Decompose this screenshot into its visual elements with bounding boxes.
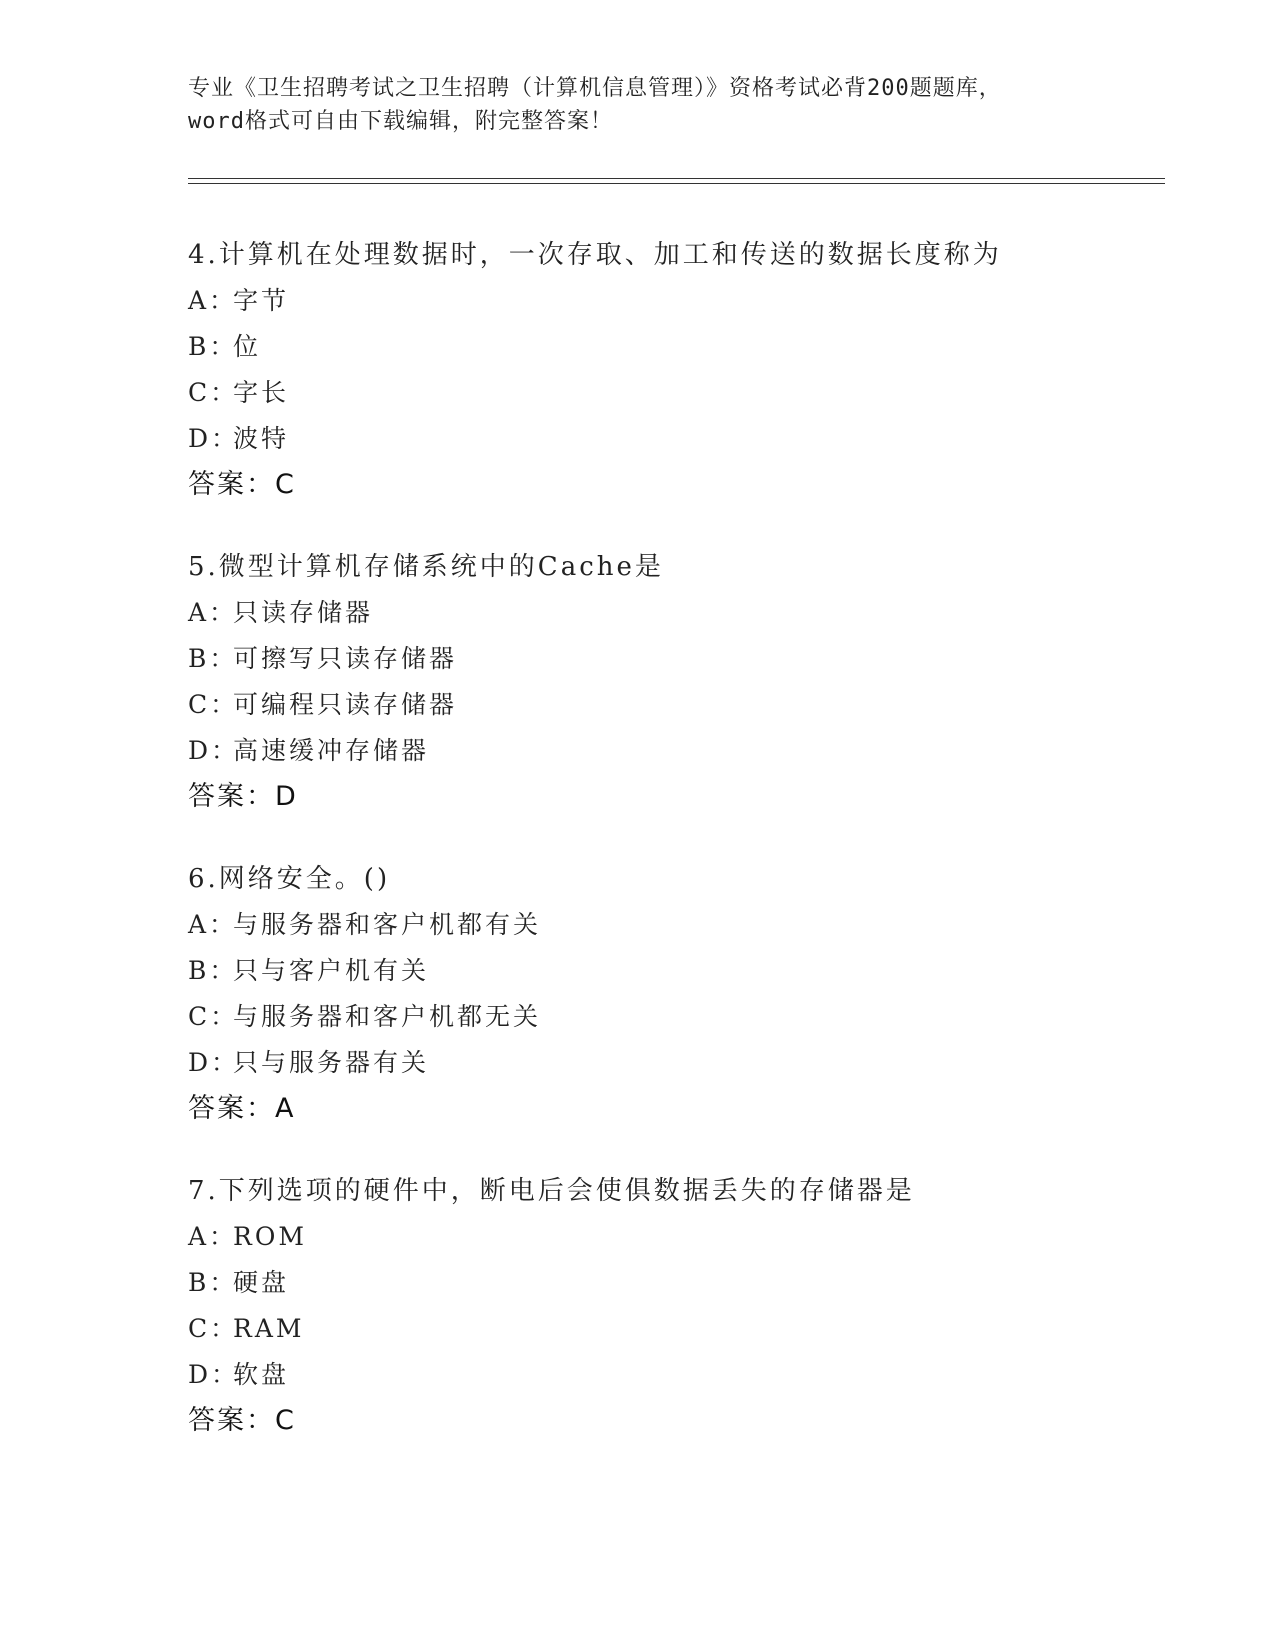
option-a — [188, 278, 1168, 324]
header-divider-top — [188, 178, 1165, 179]
option-letter: B： — [188, 1268, 238, 1297]
option-text: RAM — [233, 1314, 305, 1343]
header-line-2: word格式可自由下载编辑，附完整答案！ — [188, 109, 613, 134]
option-a — [188, 902, 1168, 948]
option-text: 字长 — [233, 378, 290, 407]
document-header — [188, 72, 1088, 138]
question-stem: 4.计算机在处理数据时，一次存取、加工和传送的数据长度称为 — [188, 240, 1002, 270]
question-stem: 7.下列选项的硬件中，断电后会使俱数据丢失的存储器是 — [188, 1176, 915, 1206]
option-b — [188, 324, 1168, 370]
option-text: 波特 — [233, 424, 290, 453]
option-text: 只读存储器 — [233, 598, 374, 627]
question-list — [188, 232, 1168, 1480]
answer-line: 答案：C — [188, 469, 296, 500]
question-4 — [188, 232, 1168, 508]
option-b — [188, 1260, 1168, 1306]
option-text: 软盘 — [233, 1360, 290, 1389]
option-d — [188, 1352, 1168, 1398]
option-d — [188, 1040, 1168, 1086]
option-text: 只与服务器有关 — [233, 1048, 430, 1077]
option-b — [188, 636, 1168, 682]
header-divider-bottom — [188, 183, 1165, 184]
option-text: 可擦写只读存储器 — [233, 644, 458, 673]
option-text: 硬盘 — [233, 1268, 290, 1297]
option-letter: A： — [188, 598, 238, 627]
option-text: 高速缓冲存储器 — [233, 736, 430, 765]
option-letter: C： — [188, 378, 239, 407]
answer-line: 答案：A — [188, 1093, 296, 1124]
option-letter: D： — [188, 736, 240, 765]
answer-line: 答案：C — [188, 1405, 296, 1436]
option-text: 位 — [233, 332, 262, 361]
option-d — [188, 728, 1168, 774]
option-letter: A： — [188, 286, 238, 315]
question-stem: 5.微型计算机存储系统中的Cache是 — [188, 552, 664, 582]
option-text: 字节 — [233, 286, 290, 315]
option-d — [188, 416, 1168, 462]
option-letter: C： — [188, 1002, 239, 1031]
question-6 — [188, 856, 1168, 1132]
option-letter: C： — [188, 1314, 239, 1343]
option-text: 只与客户机有关 — [233, 956, 430, 985]
option-a — [188, 590, 1168, 636]
option-text: 与服务器和客户机都有关 — [233, 910, 542, 939]
option-text: ROM — [233, 1222, 307, 1251]
option-text: 可编程只读存储器 — [233, 690, 458, 719]
question-stem: 6.网络安全。() — [188, 864, 391, 894]
option-c — [188, 994, 1168, 1040]
option-b — [188, 948, 1168, 994]
option-a — [188, 1214, 1168, 1260]
option-c — [188, 682, 1168, 728]
option-letter: D： — [188, 1360, 240, 1389]
option-letter: B： — [188, 956, 238, 985]
option-letter: D： — [188, 424, 240, 453]
option-letter: C： — [188, 690, 239, 719]
option-letter: A： — [188, 910, 238, 939]
option-c — [188, 1306, 1168, 1352]
option-letter: D： — [188, 1048, 240, 1077]
option-letter: B： — [188, 644, 238, 673]
option-c — [188, 370, 1168, 416]
question-5 — [188, 544, 1168, 820]
header-line-1: 专业《卫生招聘考试之卫生招聘（计算机信息管理）》资格考试必背200题题库， — [188, 76, 1002, 101]
option-letter: B： — [188, 332, 238, 361]
question-7 — [188, 1168, 1168, 1444]
option-letter: A： — [188, 1222, 238, 1251]
answer-line: 答案：D — [188, 781, 298, 812]
option-text: 与服务器和客户机都无关 — [233, 1002, 542, 1031]
